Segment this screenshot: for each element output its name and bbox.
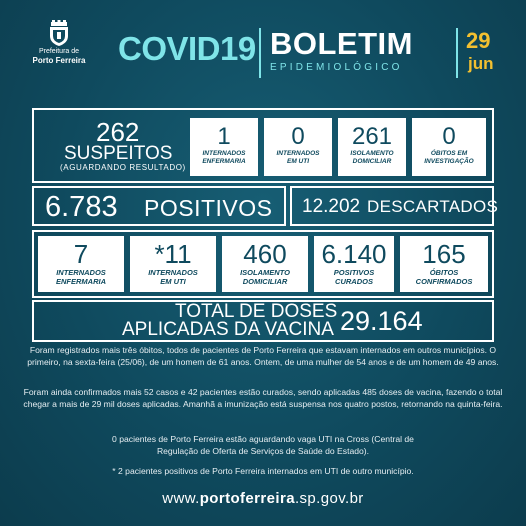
date-day: 29 xyxy=(466,28,491,53)
card-label-1: POSITIVOS xyxy=(333,268,375,277)
card-label-1: INTERNADOS xyxy=(56,268,106,277)
positivos-label: POSITIVOS xyxy=(144,195,273,221)
card-label-2: EM UTI xyxy=(160,276,186,286)
url-domain: portoferreira xyxy=(199,490,295,507)
card-label-1: INTERNADOS xyxy=(276,150,320,157)
vacina-label-2: APLICADAS DA VACINA xyxy=(122,319,334,340)
card-value: 165 xyxy=(422,239,466,269)
card-label-1: ÓBITOS xyxy=(429,268,459,277)
suspeitos-label: SUSPEITOS xyxy=(64,143,173,164)
card-label-2: DOMICILIAR xyxy=(242,276,288,286)
positivos-value: 6.783 xyxy=(45,191,118,223)
card-label-2: DOMICILIAR xyxy=(352,157,392,165)
card-label-2: EM UTI xyxy=(286,157,310,165)
boletim-title: BOLETIM xyxy=(270,26,413,61)
card-isolamento-domiciliar xyxy=(222,236,308,292)
card-label-2: CURADOS xyxy=(335,276,373,286)
logo-line-1: Prefeitura de xyxy=(38,48,80,55)
card-obitos-confirmados xyxy=(400,236,488,292)
paragraph-obitos: Foram registrados mais três óbitos, todos de pacientes de Porto Ferreira que estavam internados em outros municípios. O primeiro, na sexta-feira (25/06), de um homem de 61 anos. Ontem, de uma mulher de 54 anos e de um homem de 49 anos. xyxy=(27,345,499,367)
paragraph-casos: Foram ainda confirmados mais 52 casos e 42 pacientes estão curados, sendo aplicadas 485 doses de vacina, fazendo o total chegar a mais de 29 mil doses aplicadas. Amanhã a imunização está suspensa nos quatro postos, retornando na quinta-feira. xyxy=(23,387,503,409)
card-positivos-curados xyxy=(314,236,394,292)
card-internados-uti xyxy=(130,236,216,292)
url-prefix: www. xyxy=(162,490,200,507)
city-logo xyxy=(18,20,100,65)
covid-title: COVID19 xyxy=(118,30,256,67)
card-value: 460 xyxy=(243,239,287,269)
card-label-1: ISOLAMENTO xyxy=(350,150,394,157)
epidemiologico-subtitle: EPIDEMIOLÓGICO xyxy=(270,62,403,73)
card-label-2: ENFERMARIA xyxy=(56,276,106,286)
card-label-2: ENFERMARIA xyxy=(202,157,246,165)
suspeitos-sublabel: (AGUARDANDO RESULTADO) xyxy=(60,163,186,172)
card-internados-enfermaria-suspeitos xyxy=(190,118,258,176)
paragraph-cross: 0 pacientes de Porto Ferreira estão aguardando vaga UTI na Cross (Central de Regulação de Oferta de Serviços de Saúde do Estado). xyxy=(112,434,414,456)
descartados-label: DESCARTADOS xyxy=(367,197,499,216)
header-divider xyxy=(259,28,261,78)
card-value: 6.140 xyxy=(321,239,387,269)
descartados-value: 12.202 xyxy=(302,196,361,217)
coat-of-arms-icon xyxy=(46,20,72,46)
card-label-1: ÓBITOS EM xyxy=(430,150,468,157)
date-month: jun xyxy=(468,54,494,73)
paragraph-footnote: * 2 pacientes positivos de Porto Ferreira internados em UTI de outro município. xyxy=(112,466,414,476)
card-value: *11 xyxy=(154,239,192,269)
card-internados-enfermaria xyxy=(38,236,124,292)
card-label-1: INTERNADOS xyxy=(202,150,246,157)
card-label-2: INVESTIGAÇÃO xyxy=(424,157,474,165)
card-label-2: CONFIRMADOS xyxy=(415,276,473,286)
card-isolamento-suspeitos xyxy=(338,118,406,176)
logo-line-2: Porto Ferreira xyxy=(32,56,86,65)
vacina-value: 29.164 xyxy=(340,306,423,336)
vacina-label-1: TOTAL DE DOSES xyxy=(175,301,338,322)
url-suffix: .sp.gov.br xyxy=(294,490,364,507)
card-internados-uti-suspeitos xyxy=(264,118,332,176)
card-value: 0 xyxy=(442,123,456,150)
card-obitos-investigacao xyxy=(412,118,486,176)
card-value: 1 xyxy=(217,123,231,150)
suspeitos-value: 262 xyxy=(96,117,140,147)
card-value: 261 xyxy=(351,123,393,150)
date-divider xyxy=(456,28,458,78)
card-value: 7 xyxy=(73,239,89,269)
website-url[interactable] xyxy=(0,490,526,507)
card-label-1: ISOLAMENTO xyxy=(240,268,290,277)
card-label-1: INTERNADOS xyxy=(148,268,198,277)
card-value: 0 xyxy=(291,123,305,150)
